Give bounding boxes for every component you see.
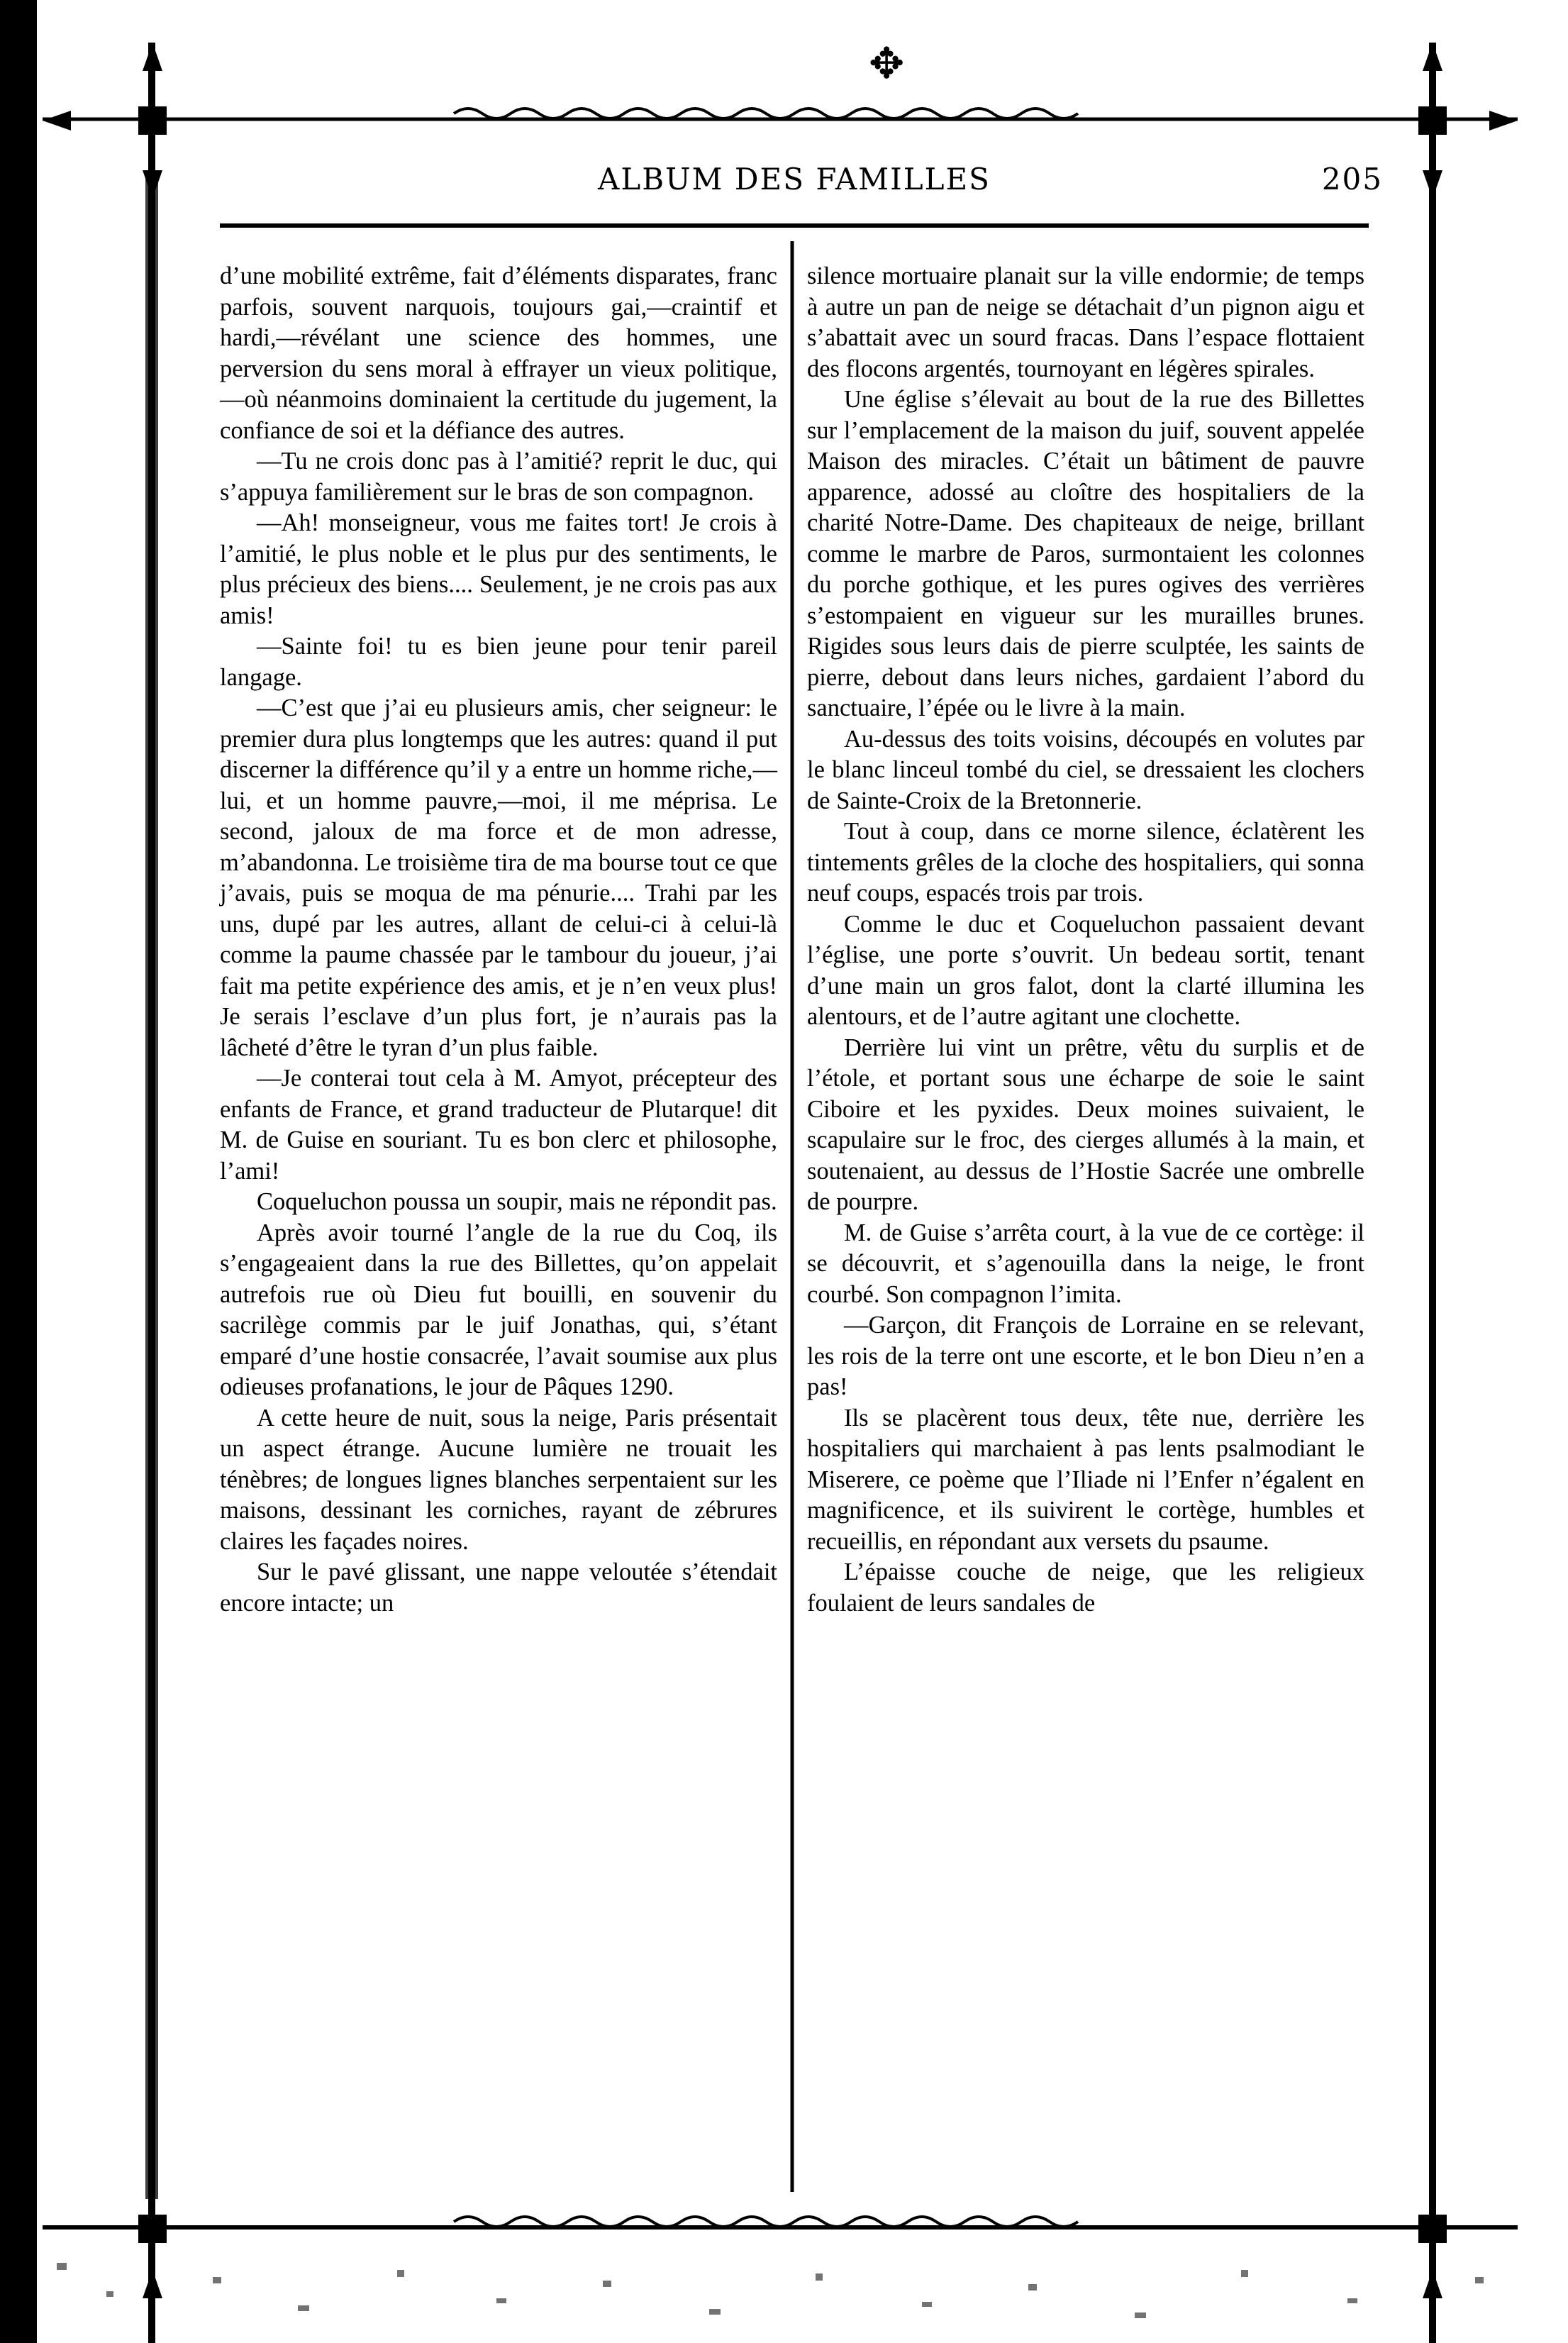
running-head-title: ALBUM DES FAMILLES — [598, 162, 991, 196]
paragraph: Ils se placèrent tous deux, tête nue, derrière les hospitaliers qui marchaient à pas lents psalmodiant le Miserere, ce poème que l’Iliade ni l’Enfer n’égalent en magnificence, et ils suivirent le cortège, humbles et recueillis, en répondant aux versets du psaume. — [807, 1404, 1364, 1555]
paragraph: —Je conterai tout cela à M. Amyot, précepteur des enfants de France, et grand traducteur de Plutarque! dit M. de Guise en souriant. Tu es bon clerc et philosophe, l’ami! — [220, 1065, 777, 1185]
paragraph: Coqueluchon poussa un soupir, mais ne répondit pas. — [257, 1188, 777, 1215]
paragraph: —Sainte foi! tu es bien jeune pour tenir pareil langage. — [220, 633, 777, 691]
paragraph: Comme le duc et Coqueluchon passaient devant l’église, une porte s’ouvrit. Un bedeau sortit, tenant d’une main un gros falot, dont la clarté illumina les alentours, et de l’autre agitant une clochette. — [807, 910, 1364, 1030]
text-column-left — [220, 261, 777, 2190]
text-column-right — [807, 261, 1364, 2190]
paragraph: Une église s’élevait au bout de la rue des Billettes sur l’emplacement de la maison du juif, souvent appelée Maison des miracles. C’était un bâtiment de pauvre apparence, adossé au cloître des hospitaliers de la charité Notre-Dame. Des chapiteaux de neige, brillant comme le marbre de Paros, surmontaient les colonnes du porche gothique, et les pures ogives des verrières s’estompaient en vigueur sur les murailles brunes. Rigides sous leurs dais de pierre sculptée, les saints de pierre, debout dans leurs niches, gardaient l’abord du sanctuaire, l’épée ou le livre à la main. — [807, 386, 1364, 721]
paragraph: —Garçon, dit François de Lorraine en se relevant, les rois de la terre ont une escorte, et le bon Dieu n’en a pas! — [807, 1312, 1364, 1400]
paragraph: d’une mobilité extrême, fait d’éléments disparates, franc parfois, souvent narquois, toujours gai,—craintif et hardi,—révélant une science des hommes, une perversion du sens moral à effrayer un vieux politique,—où néanmoins dominaient la certitude du jugement, la confiance de soi et la défiance des autres. — [220, 262, 777, 444]
paragraph: L’épaisse couche de neige, que les religieux foulaient de leurs sandales de — [807, 1558, 1364, 1617]
page-number: 205 — [1321, 162, 1383, 196]
paragraph: A cette heure de nuit, sous la neige, Paris présentait un aspect étrange. Aucune lumière ne trouait les ténèbres; de longues lignes blanches serpentaient sur les maisons, dessinant les corniches, rayant de zébrures claires les façades noires. — [220, 1404, 777, 1555]
paragraph: Au-dessus des toits voisins, découpés en volutes par le blanc linceul tombé du ciel, se dressaient les clochers de Sainte-Croix de la Bretonnerie. — [807, 725, 1364, 814]
paragraph: M. de Guise s’arrêta court, à la vue de ce cortège: il se découvrit, et s’agenouilla dans la neige, le front courbé. Son compagnon l’imita. — [807, 1219, 1364, 1308]
paragraph: —C’est que j’ai eu plusieurs amis, cher seigneur: le premier dura plus longtemps que les autres: quand il put discerner la différence qu’il y a entre un homme riche,—lui, et un homme pauvre,—moi, il me méprisa. Le second, jaloux de ma force et de mon adresse, m’abandonna. Le troisième tira de ma bourse tout ce que j’avais, puis se moqua de ma pénurie.... Trahi par les uns, dupé par les autres, allant de celui-ci à celui-là comme la paume chassée par le tambour du joueur, j’ai fait ma petite expérience des amis, et je n’en veux plus! Je serais l’esclave d’un plus fort, je n’aurais pas la lâcheté d’être le tyran d’un plus faible. — [220, 694, 777, 1061]
paragraph: Derrière lui vint un prêtre, vêtu du surplis et de l’étole, et portant sous une écharpe de soie le saint Ciboire et les pyxides. Deux moines suivaient, le scapulaire sur le froc, des cierges allumés à la main, et soutenaient, au dessus de l’Hostie Sacrée une ombrelle de pourpre. — [807, 1034, 1364, 1215]
paragraph: —Ah! monseigneur, vous me faites tort! Je crois à l’amitié, le plus noble et le plus pur des sentiments, le plus précieux des biens.... Seulement, je ne crois pas aux amis! — [220, 509, 777, 629]
header-ornament: ✥ — [869, 39, 905, 89]
paragraph: —Tu ne crois donc pas à l’amitié? reprit le duc, qui s’appuya familièrement sur le bras de son compagnon. — [220, 448, 777, 506]
paragraph: Après avoir tourné l’angle de la rue du Coq, ils s’engageaient dans la rue des Billettes, qu’on appelait autrefois rue où Dieu fut bouilli, en souvenir du sacrilège commis par le juif Jonathas, qui, s’étant emparé d’une hostie consacrée, l’avait soumise aux plus odieuses profanations, le jour de Pâques 1290. — [220, 1219, 777, 1400]
paragraph: Sur le pavé glissant, une nappe veloutée s’étendait encore intacte; un — [220, 1558, 777, 1617]
paragraph: Tout à coup, dans ce morne silence, éclatèrent les tintements grêles de la cloche des hospitaliers, qui sonna neuf coups, espacés trois par trois. — [807, 818, 1364, 907]
paragraph: silence mortuaire planait sur la ville endormie; de temps à autre un pan de neige se détachait d’un pignon aigu et s’abattait avec un sourd fracas. Dans l’espace flottaient des flocons argentés, tournoyant en légères spirales. — [807, 262, 1364, 382]
